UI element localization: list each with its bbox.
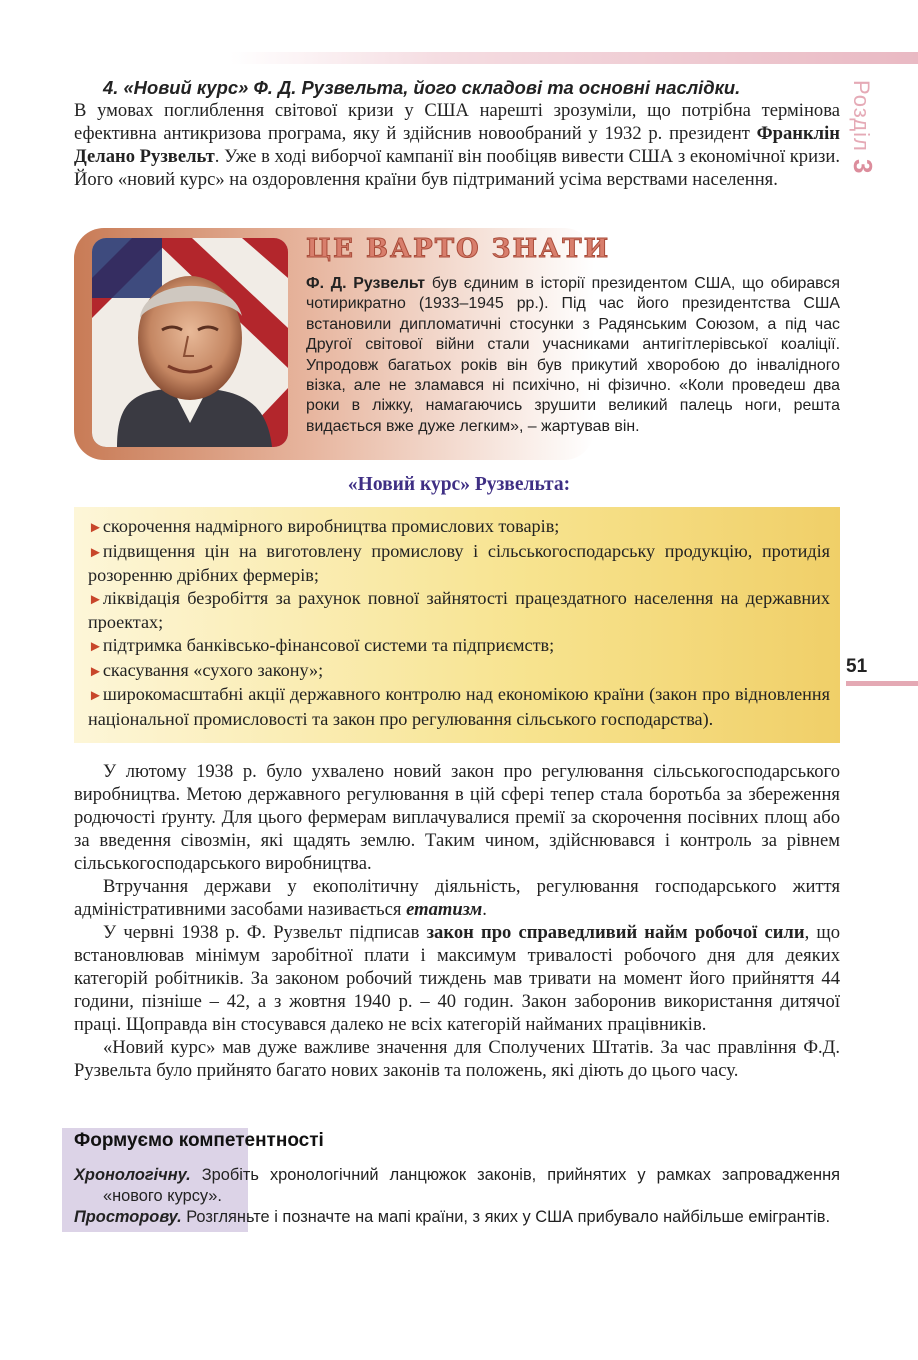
section-label-text: Розділ bbox=[849, 80, 874, 152]
main-text bbox=[74, 760, 840, 1082]
arrow-bullet-icon: ► bbox=[88, 591, 103, 608]
paragraph-new-deal-significance: «Новий курс» мав дуже важливе значення для Сполучених Штатів. За час правління Ф.Д. Рузвельта було прийнято багато нових законів та положень, які діють до цього часу. bbox=[74, 1037, 840, 1081]
roosevelt-name: Франклін Делано Рузвельт bbox=[74, 123, 840, 167]
top-decor-bar bbox=[230, 52, 918, 64]
list-item: ►підвищення цін на виготовлену промислову і сільськогосподарську продукцію, протидія розоренню дрібних фермерів; bbox=[88, 540, 830, 586]
task-spatial: Просторову. Розгляньте і позначте на мапі країни, з яких у США прибувало найбільше емігрантів. bbox=[74, 1208, 831, 1226]
arrow-bullet-icon: ► bbox=[88, 544, 103, 561]
arrow-bullet-icon: ► bbox=[88, 663, 103, 680]
paragraph-etatism: Втручання держави у екополітичну діяльність, регулювання господарського життя адміністративними засобами називається етатизм. bbox=[74, 876, 840, 920]
section-number: 3 bbox=[848, 159, 878, 175]
new-deal-box bbox=[74, 507, 840, 743]
paragraph-agriculture-law: У лютому 1938 р. було ухвалено новий закон про регулювання сільськогосподарського виробництва. Метою державного регулювання в цій сфері тепер стала боротьба за збереження родючості ґрунту. Для цього фермерам виплачувалися премії за скорочення посівних площ або за введення сівозмін, які щадять землю. Таким чином, здійснювався і контроль за рівнем сільськогосподарського виробництва. bbox=[74, 761, 840, 874]
list-item: ►ліквідація безробіття за рахунок повної зайнятості працездатного населення на державних проектах; bbox=[88, 587, 830, 633]
section-label bbox=[838, 80, 888, 190]
roosevelt-portrait bbox=[92, 238, 288, 447]
new-deal-list bbox=[74, 507, 840, 730]
worth-knowing-text: Ф. Д. Рузвельт був єдиним в історії президентом США, що обирався чотирикратно (1933–1945 рр.). Під час його президентства США встановили дипломатичні стосунки з Радянським Союзом, а під час Другої світової війни стали учасниками антигітлерівської коаліції. Упродовж багатьох років він був прикутий хворобою до інвалідного візка, але не зламався ні психічно, ні фізично. «Коли проведеш два роки в ліжку, намагаючись зрушити великий палець ноги, решта видається вже дуже легким», – жартував він. bbox=[306, 275, 840, 435]
worth-knowing-title: ЦЕ ВАРТО ЗНАТИ bbox=[306, 234, 611, 264]
intro-block bbox=[74, 76, 840, 191]
arrow-bullet-icon: ► bbox=[88, 520, 103, 536]
task-chronological: Хронологічну. Зробіть хронологічний ланцюжок законів, прийнятих у рамках запровадження «нового курсу». bbox=[74, 1166, 840, 1205]
intro-paragraph: В умовах поглиблення світової кризи у США нарешті зрозуміли, що потрібна термінова ефективна антикризова програма, яку й здійснив новообраний у 1932 р. президент Франклін Делано Рузвельт. Уже в ході виборчої кампанії він пообіцяв вивести США з економічної кризи. Його «новий курс» на оздоровлення країни був підтриманий усіма верствами населення. bbox=[74, 100, 840, 190]
section-heading: 4. «Новий курс» Ф. Д. Рузвельта, його складові та основні наслідки. bbox=[103, 77, 741, 98]
page-number: 51 bbox=[846, 656, 868, 677]
new-deal-title: «Новий курс» Рузвельта: bbox=[347, 474, 571, 495]
worth-knowing-box bbox=[74, 228, 840, 460]
list-item: ►скорочення надмірного виробництва промислових товарів; bbox=[88, 516, 560, 536]
arrow-bullet-icon: ► bbox=[88, 638, 103, 655]
page-number-bar bbox=[846, 681, 918, 686]
list-item: ►скасування «сухого закону»; bbox=[88, 659, 324, 680]
term-etatism: етатизм bbox=[406, 899, 483, 920]
competence-tasks bbox=[74, 1165, 840, 1228]
arrow-bullet-icon: ► bbox=[88, 688, 103, 705]
labor-law-name: закон про справедливий найм робочої сили bbox=[426, 922, 805, 943]
list-item: ►підтримка банківсько-фінансової системи та підприємств; bbox=[88, 634, 555, 655]
competence-title: Формуємо компетентності bbox=[74, 1130, 324, 1151]
list-item: ►широкомасштабні акції державного контролю над економікою країни (закон про відновлення національної промисловості та закон про регулювання сільського господарства). bbox=[88, 684, 830, 729]
paragraph-labor-law: У червні 1938 р. Ф. Рузвельт підписав закон про справедливий найм робочої сили, що встановлював мінімум заробітної плати і максимум тривалості робочого дня для деяких категорій робітників. За законом робочий тиждень мав тривати на момент його прийняття 44 години, пізніше – 42, а з жовтня 1940 р. – 40 годин. Закон заборонив використання дитячої праці. Щоправда він стосувався далеко не всіх категорій найманих працівників. bbox=[74, 922, 840, 1035]
